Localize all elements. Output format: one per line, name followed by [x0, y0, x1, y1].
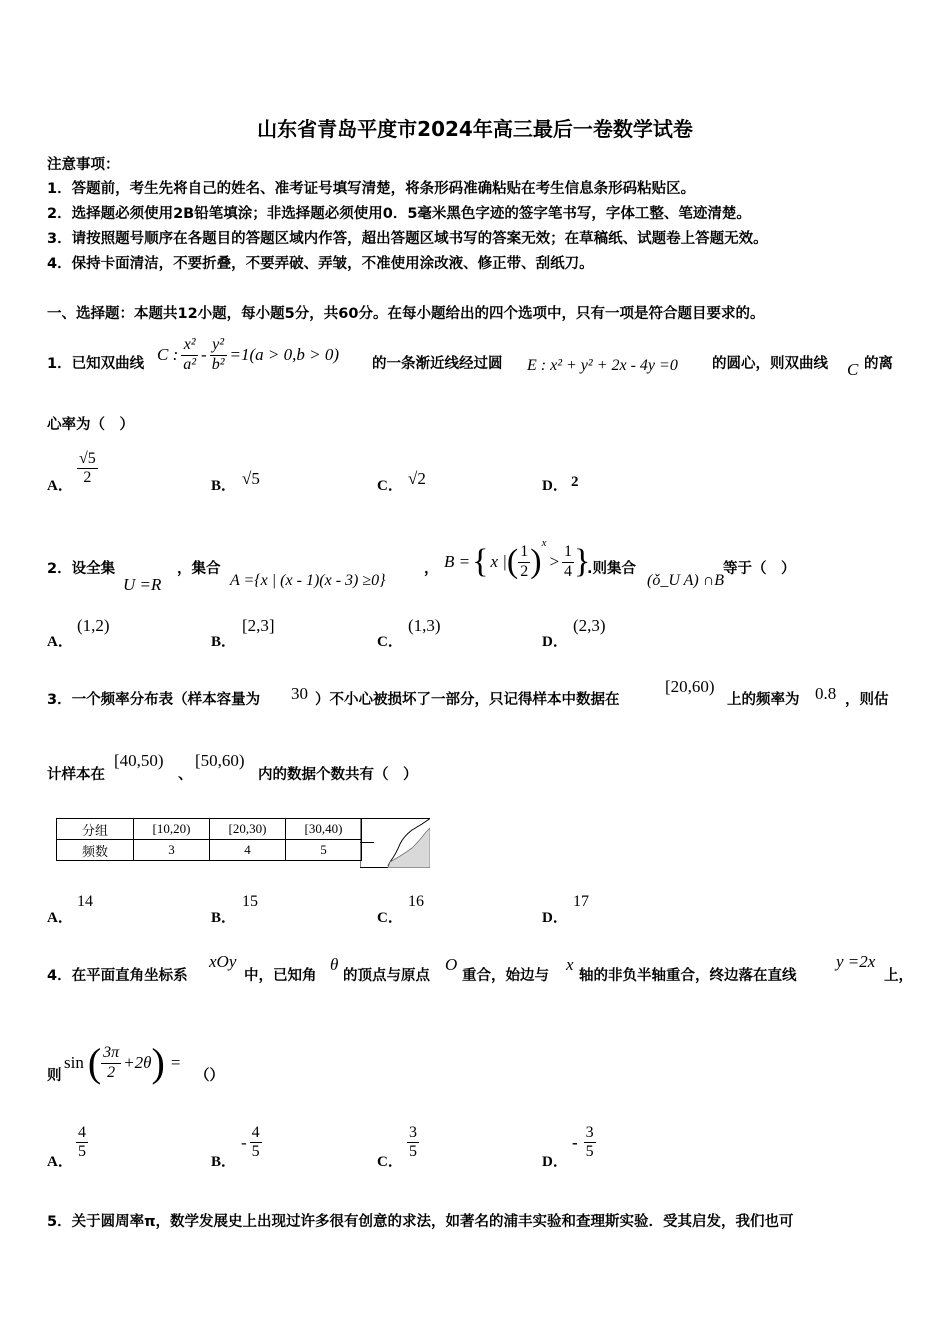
q2-option-b-label: B．: [211, 634, 237, 650]
q4-blank: （）: [195, 1068, 224, 1084]
q4-part2: 的顶点与原点: [343, 968, 430, 984]
q2-b-left: B =: [444, 552, 471, 571]
q1-circle: E : x² + y² + 2x - 4y =0: [527, 357, 678, 374]
q3-option-b-label: B．: [211, 910, 237, 926]
q3-option-c-label: C．: [377, 910, 403, 926]
q4-paren-left: (: [87, 1040, 102, 1085]
q3-line2-lead: 计样本在: [47, 767, 105, 783]
q4-option-d-frac: [584, 1124, 596, 1162]
q4-option-d-value: [572, 1124, 596, 1162]
q2-option-d-value: (2,3): [573, 616, 606, 635]
q4-sin: sin: [64, 1053, 84, 1072]
q4-plus-term: +2θ: [123, 1053, 152, 1072]
q1-option-a-num: √5: [77, 450, 98, 469]
q4-option-d-sign: -: [572, 1132, 578, 1152]
q1-option-d-value: 2: [571, 474, 579, 490]
q2-set-a: A ={x | (x - 1)(x - 3) ≥0}: [230, 572, 386, 589]
q3-option-d-label: D．: [542, 910, 568, 926]
section-heading: 一、选择题：本题共12小题，每小题5分，共60分。在每小题给出的四个选项中，只有一项是符合题目要求的。: [47, 306, 765, 322]
table-header-3: [30,40): [286, 819, 362, 840]
q5-text: 5．关于圆周率π，数学发展史上出现过许多很有创意的求法，如著名的浦丰实验和查理斯实验．受其启发，我们也可: [47, 1214, 794, 1230]
q2-option-c-value: (1,3): [408, 616, 441, 635]
q4-frac: [101, 1044, 121, 1082]
table-header-2: [20,30): [210, 819, 286, 840]
q2-b-half: [518, 543, 530, 581]
q3-option-a-value: 14: [77, 893, 93, 910]
q1-frac-y-den: b²: [211, 355, 225, 373]
q4-option-b-den: 5: [251, 1143, 260, 1161]
notice-item-1: 1．答题前，考生先将自己的姓名、准考证号填写清楚，将条形码准确粘贴在考生信息条形码粘贴区。: [47, 181, 696, 197]
q4-frac-num: 3π: [101, 1044, 121, 1063]
q2-b-exponent: x: [541, 537, 547, 549]
q1-condition: =1(a > 0,b > 0): [229, 345, 340, 364]
q1-option-b-value: √5: [242, 469, 260, 488]
q2-b-quarter: [562, 543, 574, 581]
q1-frac-x-num: x²: [181, 336, 198, 355]
q2-b-paren-left: (: [506, 543, 519, 580]
q4-option-c-value: [407, 1124, 419, 1162]
q4-option-c-label: C．: [377, 1154, 403, 1170]
q4-part3: 重合，始边与: [462, 968, 549, 984]
q1-mid2: 的圆心，则双曲线: [712, 356, 828, 372]
q2-universal-set: U =R: [123, 575, 162, 594]
q3-range-2: [50,60): [195, 751, 245, 770]
torn-corner-graphic: [360, 818, 430, 868]
q1-c-symbol: C: [847, 360, 859, 379]
q1-option-d-label: D．: [542, 478, 568, 494]
q4-option-d-den: 5: [585, 1143, 594, 1161]
q4-x-axis: x: [566, 955, 574, 974]
notice-item-2: 2．选择题必须使用2B铅笔填涂；非选择题必须使用0．5毫米黑色字迹的签字笔书写，字体工整、笔迹清楚。: [47, 206, 751, 222]
q1-c-label: C :: [157, 345, 179, 364]
q4-expression: [64, 1038, 180, 1088]
q1-hyperbola-formula: [157, 330, 339, 380]
q4-frac-den: 2: [107, 1063, 116, 1081]
q3-frequency: 0.8: [815, 684, 837, 703]
q2-option-a-label: A．: [47, 634, 73, 650]
q4-theta: θ: [330, 955, 339, 974]
q4-option-b-sign: -: [241, 1132, 247, 1152]
q4-option-d-num: 3: [584, 1124, 596, 1143]
q1-minus: -: [201, 345, 207, 364]
q2-b-quarter-den: 4: [564, 562, 573, 580]
q4-then: 则: [47, 1068, 62, 1084]
q3-option-b-value: 15: [242, 893, 258, 910]
q4-option-a-den: 5: [78, 1143, 86, 1161]
q2-option-a-value: (1,2): [77, 616, 110, 635]
q3-option-d-value: 17: [573, 893, 589, 910]
q2-comma: ，: [424, 561, 439, 577]
q2-lead: 2．设全集: [47, 561, 116, 577]
q3-tail: ，则估: [845, 692, 889, 708]
table-header-group: 分组: [57, 819, 134, 840]
q2-option-d-label: D．: [542, 634, 568, 650]
q4-paren-right: ): [151, 1040, 165, 1085]
q2-b-gt: >: [549, 552, 560, 571]
q4-option-b-frac: [250, 1124, 262, 1162]
q4-coordinate-system: xOy: [209, 952, 237, 971]
q2-b-paren-right: ): [530, 543, 542, 580]
q3-lead: 3．一个频率分布表（样本容量为: [47, 692, 261, 708]
table-cell-2: 4: [210, 840, 286, 861]
q1-option-c-label: C．: [377, 478, 403, 494]
q2-b-half-num: 1: [518, 543, 530, 562]
q4-option-c-frac: [407, 1124, 419, 1162]
q1-option-b-label: B．: [211, 478, 237, 494]
q4-option-c-num: 3: [407, 1124, 419, 1143]
q4-equals: =: [170, 1053, 181, 1072]
q3-option-a-label: A．: [47, 910, 73, 926]
q1-mid: 的一条渐近线经过圆: [372, 356, 503, 372]
q2-equals: 等于（ ）: [723, 561, 796, 577]
q3-range-1: [40,50): [114, 751, 164, 770]
table-header-1: [10,20): [134, 819, 210, 840]
table-row-label: 频数: [57, 840, 134, 861]
q4-part1: 中，已知角: [244, 968, 317, 984]
q4-part4: 轴的非负半轴重合，终边落在直线: [579, 968, 797, 984]
q1-frac-y-num: y²: [210, 336, 227, 355]
page-title: 山东省青岛平度市2024年高三最后一卷数学试卷: [257, 117, 693, 141]
q2-expression: (ǒ_U A) ∩B: [647, 572, 725, 589]
q2-option-b-value: [2,3]: [242, 616, 275, 635]
q3-separator: 、: [178, 767, 193, 783]
q2-set-b: [444, 533, 590, 591]
q4-option-b-label: B．: [211, 1154, 237, 1170]
q2-b-brace-right: }: [574, 543, 591, 580]
q2-option-c-label: C．: [377, 634, 403, 650]
q1-tail: 的离: [864, 356, 893, 372]
q4-origin: O: [445, 955, 458, 974]
q4-line: y =2x: [836, 952, 876, 971]
q1-option-a-frac: [77, 450, 98, 488]
q4-option-d-label: D．: [542, 1154, 568, 1170]
q4-option-a-value: [76, 1124, 88, 1162]
q1-option-a-value: [77, 450, 98, 488]
q3-freq-text: 上的频率为: [727, 692, 800, 708]
q4-lead: 4．在平面直角坐标系: [47, 968, 188, 984]
q4-option-a-label: A．: [47, 1154, 73, 1170]
q1-line2: 心率为（ ）: [47, 417, 134, 433]
q4-option-c-den: 5: [409, 1143, 417, 1161]
q3-line2-tail: 内的数据个数共有（ ）: [258, 767, 418, 783]
q3-sample-size: 30: [291, 684, 308, 703]
table-cell-3: 5: [286, 840, 362, 861]
q1-option-a-den: 2: [83, 469, 92, 487]
q4-option-b-num: 4: [250, 1124, 262, 1143]
q4-option-b-value: [241, 1124, 262, 1162]
q1-frac-y: [210, 336, 227, 374]
q2-set-word: ，集合: [177, 561, 221, 577]
q2-b-quarter-num: 1: [562, 543, 574, 562]
q2-b-brace-left: {: [472, 543, 489, 580]
notice-item-4: 4．保持卡面清洁，不要折叠，不要弄破、弄皱，不准使用涂改液、修正带、刮纸刀。: [47, 256, 594, 272]
q1-lead: 1．已知双曲线: [47, 356, 145, 372]
q1-option-c-value: √2: [408, 469, 426, 488]
q3-range: [20,60): [665, 677, 715, 696]
q2-b-inner: x |: [490, 552, 507, 571]
q2-b-half-den: 2: [520, 562, 529, 580]
q4-option-a-frac: [76, 1124, 88, 1162]
q1-frac-x: [181, 336, 198, 374]
q4-part5: 上，: [884, 968, 913, 984]
table-cell-1: 3: [134, 840, 210, 861]
notice-heading: 注意事项：: [47, 157, 120, 173]
q1-option-a-label: A．: [47, 478, 73, 494]
notice-item-3: 3．请按照题号顺序在各题目的答题区域内作答，超出答题区域书写的答案无效；在草稿纸、试题卷上答题无效。: [47, 231, 768, 247]
q3-option-c-value: 16: [408, 893, 424, 910]
frequency-table: [56, 818, 431, 868]
q4-option-a-num: 4: [76, 1124, 88, 1143]
q2-then: .则集合: [587, 561, 637, 577]
q1-frac-x-den: a²: [183, 355, 197, 373]
q3-mid: ）不小心被损坏了一部分，只记得样本中数据在: [315, 692, 620, 708]
